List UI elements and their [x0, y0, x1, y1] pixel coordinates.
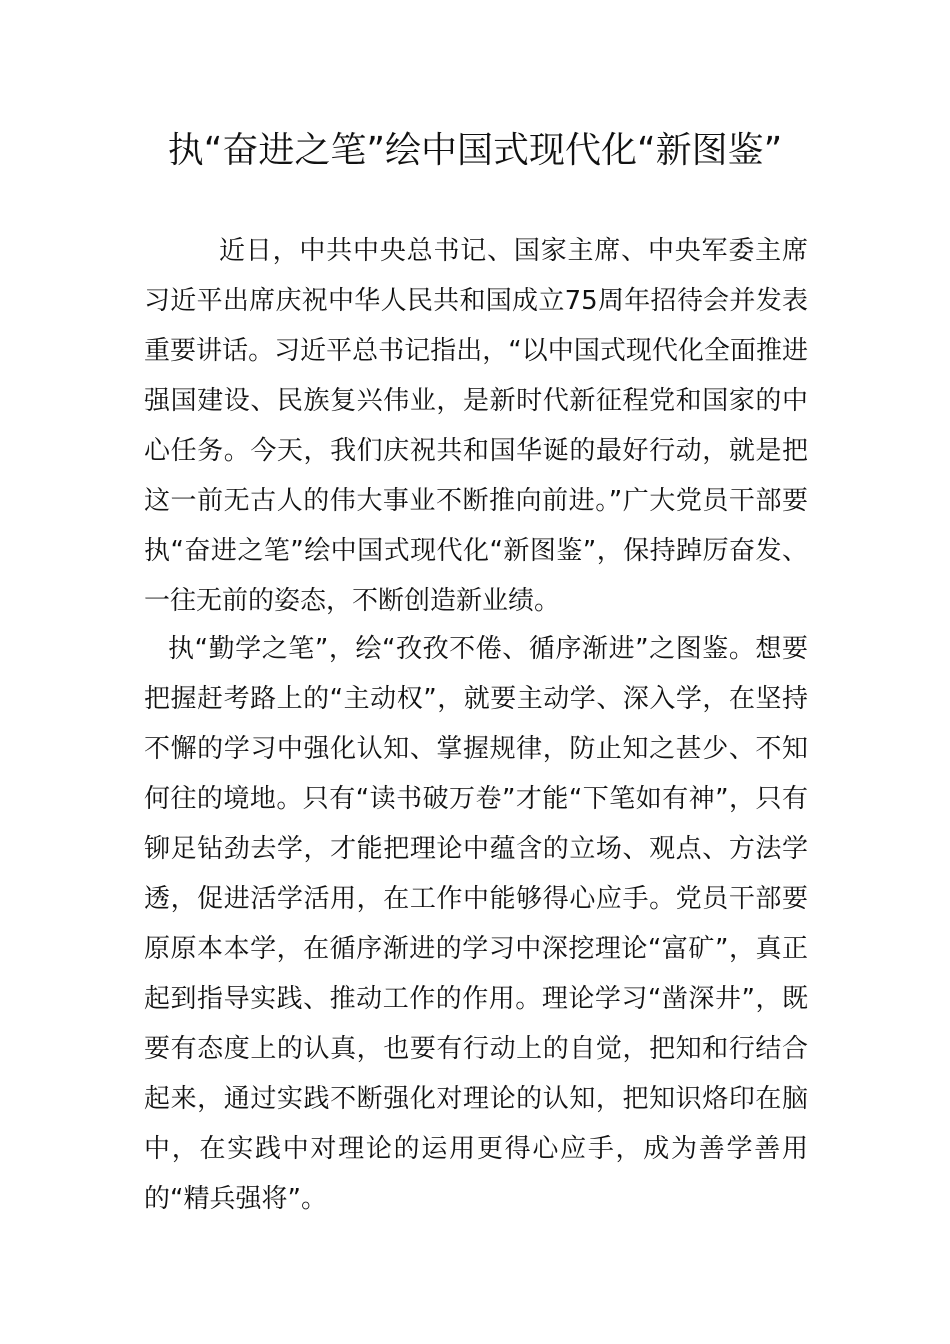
paragraph-intro: 近日，中共中央总书记、国家主席、中央军委主席习近平出席庆祝中华人民共和国成立75周年招待会并发表重要讲话。习近平总书记指出，“以中国式现代化全面推进强国建设、民族复兴伟业，是新时代新征程党和国家的中心任务。今天，我们庆祝共和国华诞的最好行动，就是把这一前无古人的伟大事业不断推向前进。”广大党员干部要执“奋进之笔”绘中国式现代化“新图鉴”，保持踔厉奋发、一往无前的姿态，不断创造新业绩。 — [144, 236, 808, 616]
document-title: 执“奋进之笔”绘中国式现代化“新图鉴” — [167, 130, 783, 171]
paragraph-study: 执“勤学之笔”，绘“孜孜不倦、循序渐进”之图鉴。想要把握赶考路上的“主动权”，就要主动学、深入学，在坚持不懈的学习中强化认知、掌握规律，防止知之甚少、不知何往的境地。只有“读书破万卷”才能“下笔如有神”，只有铆足钻劲去学，才能把理论中蕴含的立场、观点、方法学透，促进活学活用，在工作中能够得心应手。党员干部要原原本本学，在循序渐进的学习中深挖理论“富矿”，真正起到指导实践、推动工作的作用。理论学习“凿深井”，既要有态度上的认真，也要有行动上的自觉，把知和行结合起来，通过实践不断强化对理论的认知，把知识烙印在脑中，在实践中对理论的运用更得心应手，成为善学善用的“精兵强将”。 — [144, 634, 808, 1214]
